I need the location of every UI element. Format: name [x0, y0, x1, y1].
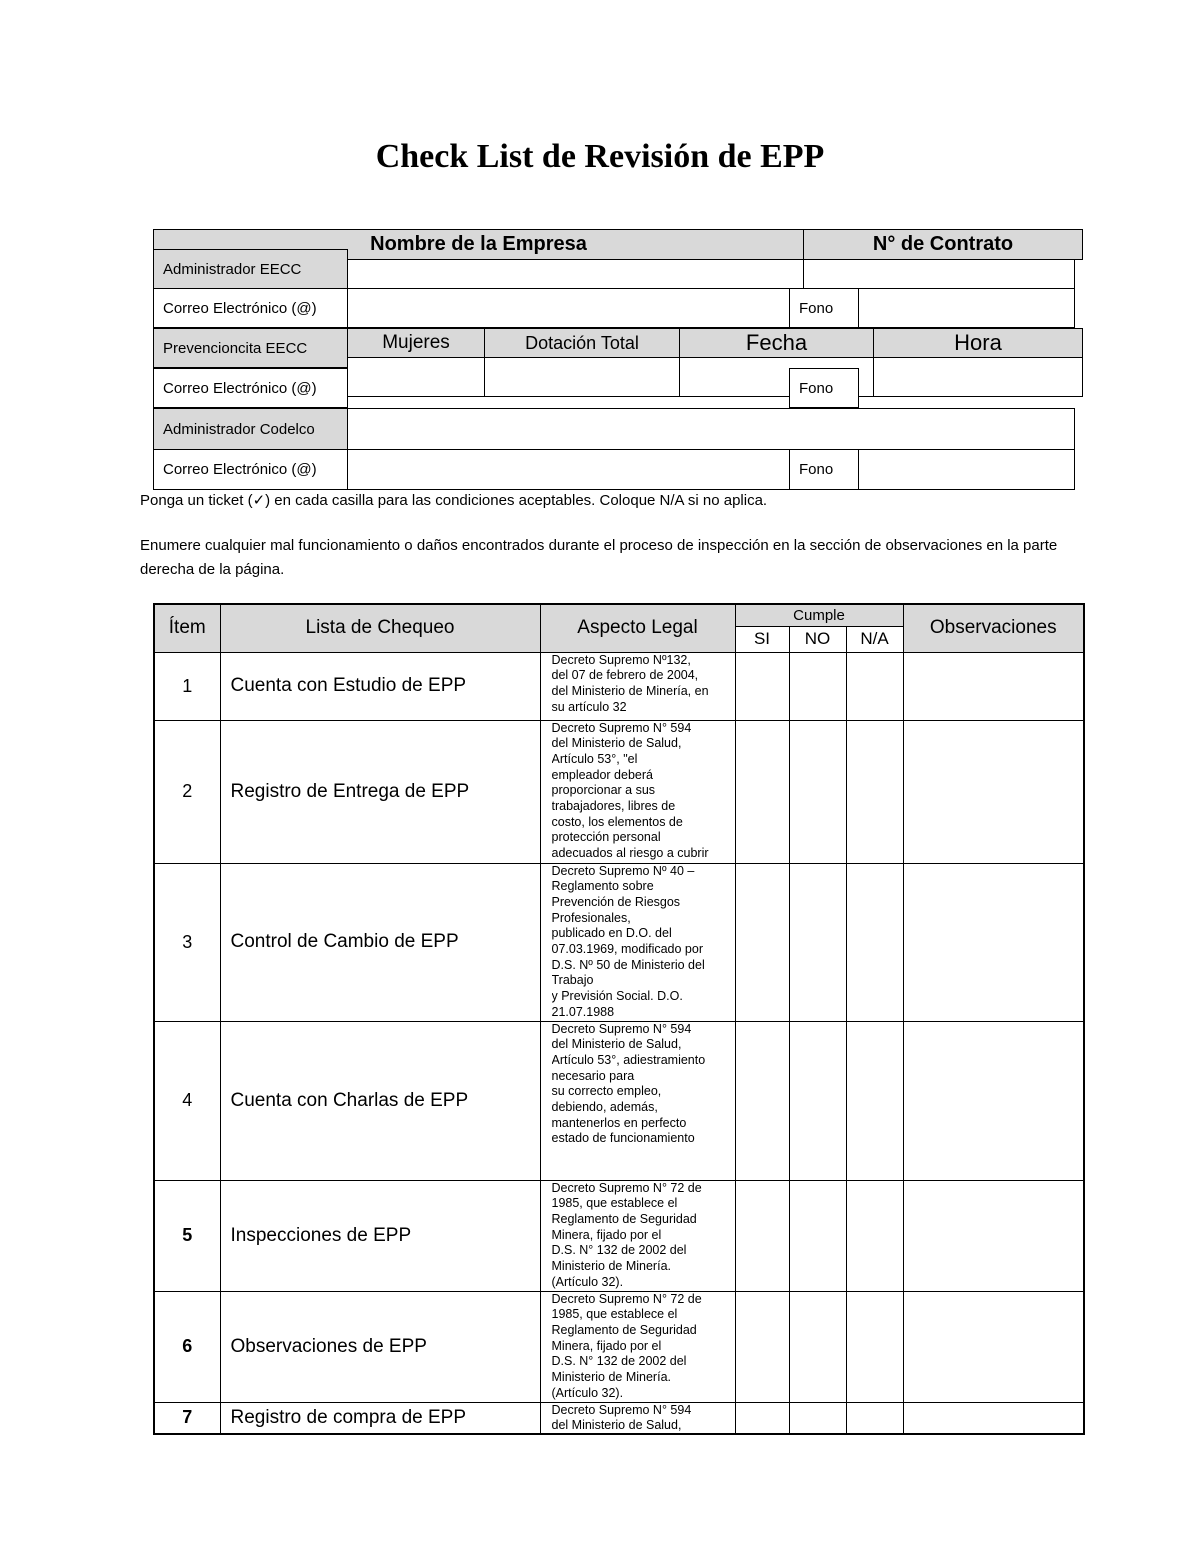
si-checkbox[interactable] [735, 720, 789, 863]
row-number: 1 [154, 652, 220, 720]
no-checkbox[interactable] [789, 1180, 846, 1291]
col-list-header: Lista de Chequeo [220, 604, 540, 652]
na-checkbox[interactable] [846, 1180, 903, 1291]
observations-field[interactable] [903, 1402, 1084, 1434]
col-obs-header: Observaciones [903, 604, 1084, 652]
row-item: Registro de Entrega de EPP [220, 720, 540, 863]
prevencionista-label: Prevencioncita EECC [153, 328, 348, 368]
fono-field-codelco[interactable] [858, 449, 1075, 490]
email-label-prevencionista: Correo Electrónico (@) [153, 368, 348, 408]
row-legal-text: Decreto Supremo N° 594 del Ministerio de Salud, Artículo 53°, "el empleador deberá proporcionar a sus trabajadores, libres de costo, los elementos de protección personal adecuados al riesgo a cubrir [551, 720, 709, 861]
si-checkbox[interactable] [735, 1402, 789, 1434]
admin-eecc-label: Administrador EECC [153, 249, 348, 289]
checklist-table [153, 603, 1085, 1435]
row-legal [540, 1402, 735, 1434]
no-checkbox[interactable] [789, 652, 846, 720]
table-row [154, 720, 1084, 863]
col-legal-header: Aspecto Legal [540, 604, 735, 652]
row-number: 7 [154, 1402, 220, 1434]
table-row [154, 1021, 1084, 1180]
si-checkbox[interactable] [735, 863, 789, 1021]
admin-codelco-label: Administrador Codelco [153, 408, 348, 450]
email-label-codelco: Correo Electrónico (@) [153, 449, 348, 490]
email-field-eecc[interactable] [347, 288, 790, 328]
row-legal-text: Decreto Supremo Nº132, del 07 de febrero de 2004, del Ministerio de Minería, en su artículo 32 [551, 652, 709, 714]
mujeres-header: Mujeres [347, 328, 485, 358]
row-legal-text: Decreto Supremo Nº 40 – Reglamento sobre Prevención de Riesgos Profesionales, publicado en D.O. del 07.03.1969, modificado por D.S. Nº 50 de Ministerio del Trabajo y Previsión Social. D.O. 21.07.1988 [551, 863, 705, 1019]
observations-field[interactable] [903, 1180, 1084, 1291]
table-row [154, 1180, 1084, 1291]
dotacion-field[interactable] [484, 357, 680, 397]
row-number: 6 [154, 1291, 220, 1402]
no-checkbox[interactable] [789, 1402, 846, 1434]
admin-codelco-field[interactable] [347, 408, 1075, 450]
instruction-ticket: Ponga un ticket (✓) en cada casilla para las condiciones aceptables. Coloque N/A si no aplica. [140, 492, 768, 509]
row-legal-text: Decreto Supremo N° 594 del Ministerio de Salud, Artículo 53°, adiestramiento necesario para su correcto empleo, debiendo, además, mantenerlos en perfecto estado de funcionamiento [551, 1021, 706, 1146]
observations-field[interactable] [903, 1291, 1084, 1402]
fono-label-prevencionista: Fono [789, 368, 859, 408]
instruction-observations: Enumere cualquier mal funcionamiento o daños encontrados durante el proceso de inspección en la sección de observaciones en la parte derecha de la página. [140, 537, 1058, 578]
table-row [154, 652, 1084, 720]
na-checkbox[interactable] [846, 652, 903, 720]
no-checkbox[interactable] [789, 1021, 846, 1180]
row-item: Registro de compra de EPP [220, 1402, 540, 1434]
na-checkbox[interactable] [846, 1021, 903, 1180]
row-legal [540, 863, 735, 1021]
header-form [153, 229, 1083, 490]
si-checkbox[interactable] [735, 1180, 789, 1291]
row-item: Cuenta con Estudio de EPP [220, 652, 540, 720]
contract-number-field[interactable] [803, 259, 1075, 289]
observations-field[interactable] [903, 720, 1084, 863]
col-no-header: NO [789, 626, 846, 652]
row-legal-text: Decreto Supremo N° 72 de 1985, que establece el Reglamento de Seguridad Minera, fijado por el D.S. N° 132 de 2002 del Ministerio de Minería. (Artículo 32). [551, 1291, 702, 1400]
row-item: Observaciones de EPP [220, 1291, 540, 1402]
observations-field[interactable] [903, 863, 1084, 1021]
no-checkbox[interactable] [789, 1291, 846, 1402]
row-number: 2 [154, 720, 220, 863]
si-checkbox[interactable] [735, 652, 789, 720]
observations-field[interactable] [903, 652, 1084, 720]
observations-field[interactable] [903, 1021, 1084, 1180]
fono-label-eecc: Fono [789, 288, 859, 328]
fono-field-eecc[interactable] [858, 288, 1075, 328]
row-legal-text: Decreto Supremo N° 72 de 1985, que establece el Reglamento de Seguridad Minera, fijado por el D.S. N° 132 de 2002 del Ministerio de Minería. (Artículo 32). [551, 1180, 702, 1289]
na-checkbox[interactable] [846, 863, 903, 1021]
hora-field[interactable] [873, 357, 1083, 397]
si-checkbox[interactable] [735, 1291, 789, 1402]
fecha-header: Fecha [679, 328, 874, 358]
row-legal-text: Decreto Supremo N° 594 del Ministerio de Salud, [551, 1402, 692, 1433]
row-item: Inspecciones de EPP [220, 1180, 540, 1291]
row-legal [540, 652, 735, 720]
row-legal [540, 720, 735, 863]
col-item-header: Ítem [154, 604, 220, 652]
si-checkbox[interactable] [735, 1021, 789, 1180]
table-row [154, 863, 1084, 1021]
email-label-eecc: Correo Electrónico (@) [153, 288, 348, 328]
na-checkbox[interactable] [846, 1291, 903, 1402]
no-checkbox[interactable] [789, 863, 846, 1021]
email-field-codelco[interactable] [347, 449, 790, 490]
row-legal [540, 1291, 735, 1402]
dotacion-header: Dotación Total [484, 328, 680, 358]
hora-header: Hora [873, 328, 1083, 358]
fono-label-codelco: Fono [789, 449, 859, 490]
no-checkbox[interactable] [789, 720, 846, 863]
na-checkbox[interactable] [846, 720, 903, 863]
mujeres-field[interactable] [347, 357, 485, 397]
company-name-header: Nombre de la Empresa [153, 229, 804, 260]
col-na-header: N/A [846, 626, 903, 652]
col-cumple-header: Cumple [735, 604, 903, 626]
row-number: 5 [154, 1180, 220, 1291]
table-row [154, 1402, 1084, 1434]
row-legal [540, 1180, 735, 1291]
row-item: Cuenta con Charlas de EPP [220, 1021, 540, 1180]
row-item: Control de Cambio de EPP [220, 863, 540, 1021]
na-checkbox[interactable] [846, 1402, 903, 1434]
contract-number-header: N° de Contrato [803, 229, 1083, 260]
row-number: 3 [154, 863, 220, 1021]
col-si-header: SI [735, 626, 789, 652]
company-name-field[interactable] [347, 259, 804, 289]
table-row [154, 1291, 1084, 1402]
row-number: 4 [154, 1021, 220, 1180]
page-title: Check List de Revisión de EPP [375, 138, 825, 175]
row-legal [540, 1021, 735, 1180]
